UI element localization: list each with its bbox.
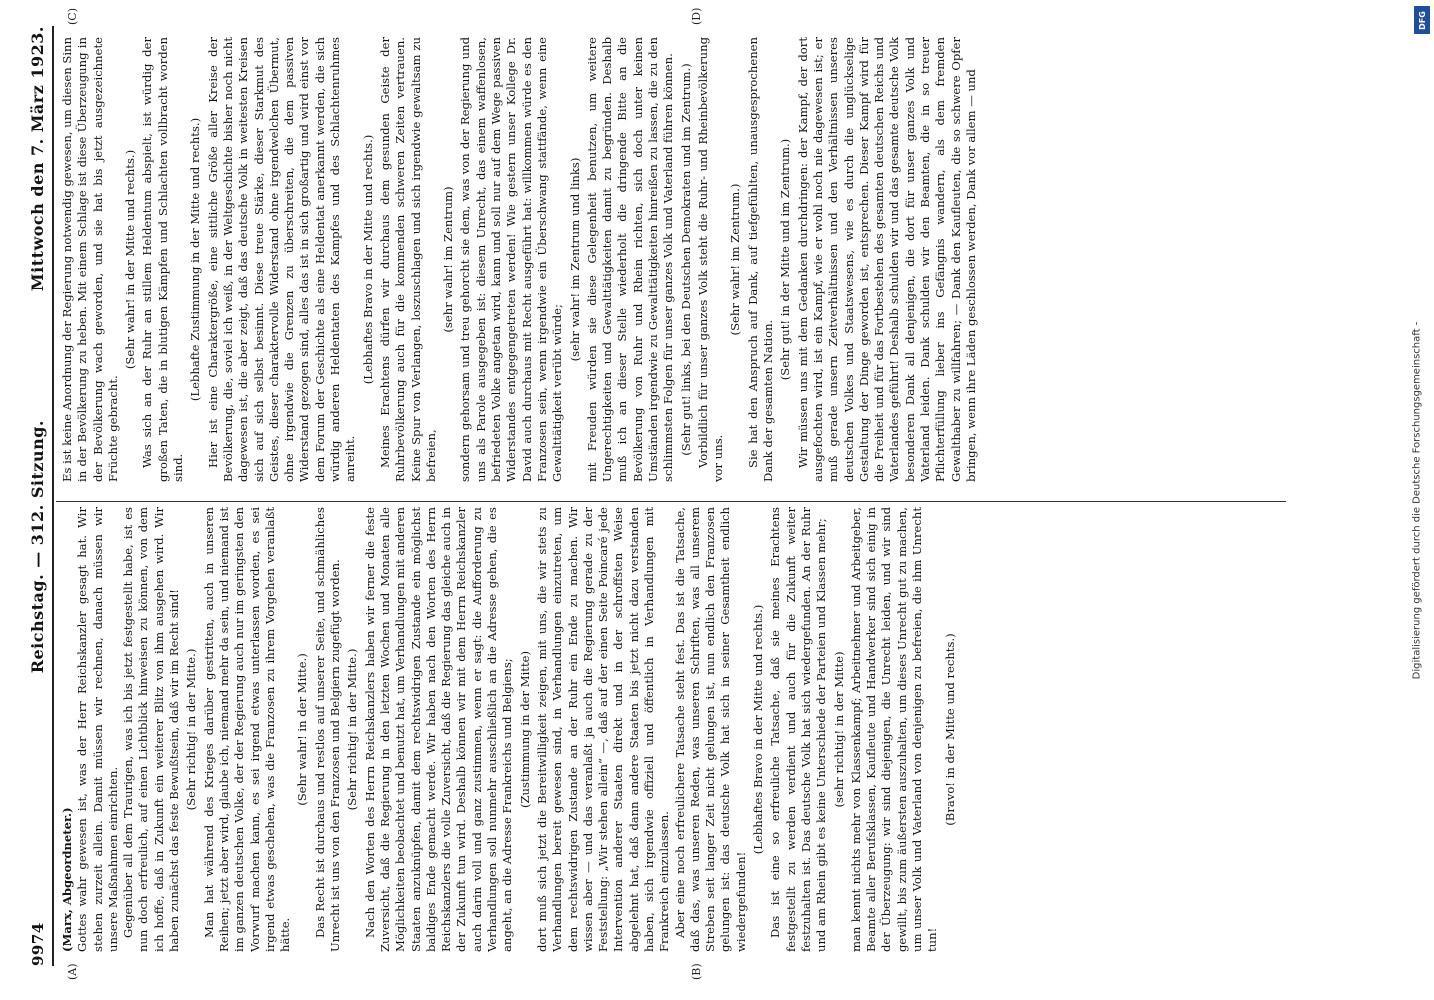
paragraph: Aber eine noch erfreulichere Tatsache steht fest. Das ist die Tatsache, daß das, was unseren Reden, was unseren Schriften, was all unserem Streben seit langer Zeit nicht gelungen ist, nun endlich den Franzosen gelungen ist: das deutsche Volk hat sich in seiner Gesamtheit endlich wiedergefunden! bbox=[672, 507, 748, 952]
column-divider bbox=[56, 501, 1286, 502]
interjection: (sehr wahr! im Zentrum) bbox=[441, 186, 456, 333]
paragraph: Gegenüber all dem Traurigen, was ich bis jetzt festgestellt habe, ist es nun doch erfreulich, auf einen Lichtblick hinweisen zu können, von dem ich hoffe, daß in Zukunft ein weiterer Blitz von ihm ausgehen wird. Wir haben zunächst das feste Bewußtsein, daß wir im Recht sind! bbox=[121, 507, 182, 952]
paragraph: Hier ist eine Charaktergröße, eine sittliche Größe aller Kreise der Bevölkerung, die, soviel ich weiß, in der Weltgeschichte bisher noch nicht dagewesen ist, die aber zeigt, daß das deutsche Volk in weitesten Kreisen sich auf sich selbst besinnt. Diese treue Stärke, dieser Starkmut des Geistes, dieser charaktervolle Widerstand ohne irgendwelchen Übermut, ohne irgendwie die Grenzen zu überschreiten, die dem passiven Widerstand gezogen sind, alles das ist in sich großartig und wird einst vor dem Forum der Geschichte als eine Heldentat anerkannt werden, die sich würdig anderen Heldentaten des Kampfes und des Schlachtenruhmes anreiht. bbox=[205, 37, 358, 482]
paragraph: Vorbildlich für unser ganzes Volk steht die Ruhr- und Rheinbevölkerung vor uns. bbox=[695, 37, 726, 482]
margin-mark-c: (C) bbox=[66, 8, 79, 25]
paragraph: sondern gehorsam und treu gehorcht sie dem, was von der Regierung und uns als Parole ausgegeben ist: diesem Unrecht, das einem waffenlosen, befriedeten Volke angetan wird, kann und soll nur auf dem Wege passiven Widerstandes entgegengetreten werden! Wie gestern unser Kollege Dr. David auch durchaus mit Recht ausgeführt hat: willkommen würde es den Franzosen sein, wenn irgendwie ein Überschwang stattfände, wenn eine Gewalttätigkeit verübt würde; bbox=[458, 37, 565, 482]
paragraph: Wir müssen uns mit dem Gedanken durchdringen: der Kampf, der dort ausgefochten wird, ist ein Kampf, wie er wohl noch nie dagewesen ist; er muß gerade unsern Zeitverhältnissen und den Verhältnissen unseres deutschen Volkes und Staatswesens, wie es durch die unglückselige Gestaltung der Dinge geworden ist, entsprechen. Dieser Kampf wird für die Freiheit und für das Fortbestehen des gesamten deutschen Reichs und Vaterlandes geführt! Deshalb schulden wir und das gesamte deutsche Volk besonderen Dank all denjenigen, die dort für unser ganzes Volk und Vaterland leiden. Dank schulden wir den Beamten, die in so treuer Pflichterfüllung lieber ins Gefängnis wandern, als dem fremden Gewalthaber zu willfahren; — Dank den Kaufleuten, die so schwere Opfer bringen, wenn ihre Läden geschlossen werden, Dank vor allem — und bbox=[795, 37, 978, 482]
interjection: (Sehr gut! links, bei den Deutschen Demokraten und im Zentrum.) bbox=[678, 63, 693, 456]
page-header bbox=[28, 26, 50, 966]
interjection: (Sehr richtig! in der Mitte.) bbox=[184, 648, 199, 811]
interjection: (Sehr gut! in der Mitte und im Zentrum.) bbox=[778, 138, 793, 381]
digitization-note-text: Digitalisierung gefördert durch die Deutsche Forschungsgemeinschaft - bbox=[1411, 321, 1423, 679]
interjection: (Bravo! in der Mitte und rechts.) bbox=[942, 633, 957, 826]
paragraph: Meines Erachtens dürfen wir durchaus dem gesunden Geiste der Ruhrbevölkerung auch für die kommenden schweren Zeiten vertrauen. Keine Spur von Verlangen, loszuschlagen und sich irgendwie gewaltsam zu befreien, bbox=[377, 37, 438, 482]
digitization-note bbox=[1406, 0, 1428, 1000]
speaker-label: (Marx, Abgeordneter.) bbox=[60, 807, 74, 952]
session-title: Reichstag. — 312. Sitzung. bbox=[28, 420, 47, 674]
paragraph: Sie hat den Anspruch auf Dank, auf tiefgefühlten, unausgesprochenen Dank der gesamten Nation. bbox=[745, 37, 776, 482]
interjection: (sehr wahr! im Zentrum und links) bbox=[567, 157, 582, 362]
paragraph: Nach den Worten des Herrn Reichskanzlers haben wir ferner die feste Zuversicht, daß die Regierung in den letzten Wochen und Monaten alle Möglichkeiten beobachtet und benutzt hat, um Verhandlungen mit anderen Staaten anzuknüpfen, damit dem rechtswidrigen Zustande ein möglichst baldiges Ende gemacht werde. Wir haben nach den Worten des Herrn Reichskanzlers die volle Zuversicht, daß die Regierung das gleiche auch in der Zukunft tun wird. Deshalb können wir mit dem Herrn Reichskanzler auch darin voll und ganz zustimmen, wenn er sagt: die Aufforderung zu Verhandlungen soll nunmehr ausschließlich an die Adresse gehen, die es angeht, an die Adresse Frankreichs und Belgiens; bbox=[362, 507, 515, 952]
paragraph: man kennt nichts mehr von Klassenkampf; Arbeitnehmer und Arbeitgeber, Beamte aller Berufsklassen, Kaufleute und Handwerker sind sich einig in der Überzeugung: wir sind diejenigen, die Unrecht leiden, und wir sind gewillt, bis zum äußersten auszuhalten, um dieses Unrecht gut zu machen, um unser Volk und Vaterland von denjenigen zu befreien, die ihm Unrecht tun! bbox=[848, 507, 940, 952]
paragraph: Gottes wahr gewesen ist, was der Herr Reichskanzler gesagt hat. Wir stehen zurzeit allein. Damit müssen wir rechnen, danach müssen wir unsere Maßnahmen einrichten. bbox=[75, 507, 120, 952]
paragraph: mit Freuden würden sie diese Gelegenheit benutzen, um weitere Ungerechtigkeiten und Gewalttätigkeiten damit zu begründen. Deshalb muß ich an dieser Stelle wiederholt die dringende Bitte an die Bevölkerung von Ruhr und Rhein richten, sich doch unter keinen Umständen irgendwie zu Gewalttätigkeiten hinreißen zu lassen, die zu den schlimmsten Folgen für unser ganzes Volk und Vaterland führen können. bbox=[584, 37, 676, 482]
dfg-logo bbox=[1414, 6, 1430, 34]
interjection: (Lebhaftes Bravo in der Mitte und rechts.) bbox=[751, 604, 766, 855]
paragraph: Was sich an der Ruhr an stillem Heldentum abspielt, ist würdig der großen Taten, die in blutigen Kämpfen und Schlachten vollbracht worden sind. bbox=[140, 37, 186, 482]
interjection: (Zustimmung in der Mitte) bbox=[517, 650, 532, 809]
interjection: (Sehr richtig! in der Mitte.) bbox=[345, 648, 360, 811]
interjection: (Sehr wahr! im Zentrum.) bbox=[728, 183, 743, 336]
session-date: Mittwoch den 7. März 1923. bbox=[28, 26, 47, 292]
left-column bbox=[60, 507, 960, 952]
interjection: (Lebhaftes Bravo in der Mitte und rechts.) bbox=[360, 134, 375, 385]
dfg-logo-text: DFG bbox=[1417, 10, 1427, 30]
paragraph: Das ist eine so erfreuliche Tatsache, daß sie meines Erachtens festgestellt zu werden verdient und auch für die Zukunft weiter festzuhalten ist. Das deutsche Volk hat sich wiedergefunden. An der Ruhr und am Rhein gibt es keine Unterschiede der Parteien und Klassen mehr; bbox=[768, 507, 829, 952]
interjection: (Sehr wahr! in der Mitte.) bbox=[295, 653, 310, 806]
header-rule bbox=[52, 26, 54, 966]
paragraph: dort muß sich jetzt die Bereitwilligkeit zeigen, mit uns, die wir stets zu Verhandlungen bereit gewesen sind, in Verhandlungen einzutreten, um dem rechtswidrigen Zustande an der Ruhr ein Ende zu machen. Wir wissen aber — und das veranlaßt ja auch die Regierung gerade zu der Feststellung: „Wir stehen allein“ —, daß auf der einen Seite Poincaré jede Intervention anderer Staaten direkt und in der schroffsten Weise abgelehnt hat, daß dann andere Staaten bis jetzt nicht dazu verstanden haben, sich irgendwie offiziell und öffentlich in Verhandlungen mit Frankreich einzulassen. bbox=[534, 507, 672, 952]
margin-mark-b: (B) bbox=[690, 963, 703, 980]
interjection: (Sehr wahr! in der Mitte und rechts.) bbox=[123, 149, 138, 370]
interjection: (sehr richtig! in der Mitte) bbox=[831, 651, 846, 808]
right-column bbox=[60, 37, 979, 482]
margin-mark-d: (D) bbox=[690, 7, 703, 25]
paragraph: Es ist keine Anordnung der Regierung notwendig gewesen, um diesen Sinn in der Bevölkerung zu heben. Mit einem Schlage ist diese Überzeugung in der Bevölkerung wach geworden, und sie hat bis jetzt ausgezeichnete Früchte gebracht. bbox=[60, 37, 120, 482]
interjection: (Lebhafte Zustimmung in der Mitte und rechts.) bbox=[188, 117, 203, 402]
margin-mark-a: (A) bbox=[66, 963, 79, 980]
paragraph: Man hat während des Krieges darüber gestritten, auch in unseren Reihen; jetzt aber wird, glaube ich, niemand mehr da sein, und niemand ist im ganzen deutschen Volke, der der Regierung auch nur im geringsten den Vorwurf machen kann, es sei irgend etwas unterlassen worden, es sei irgend etwas geschehen, was die Franzosen zu ihrem Vorgehen veranlaßt hätte. bbox=[201, 507, 293, 952]
page-number: 9974 bbox=[29, 922, 47, 966]
paragraph: Das Recht ist durchaus und restlos auf unserer Seite, und schmähliches Unrecht ist uns von den Franzosen und Belgiern zugefügt worden. bbox=[312, 507, 343, 952]
